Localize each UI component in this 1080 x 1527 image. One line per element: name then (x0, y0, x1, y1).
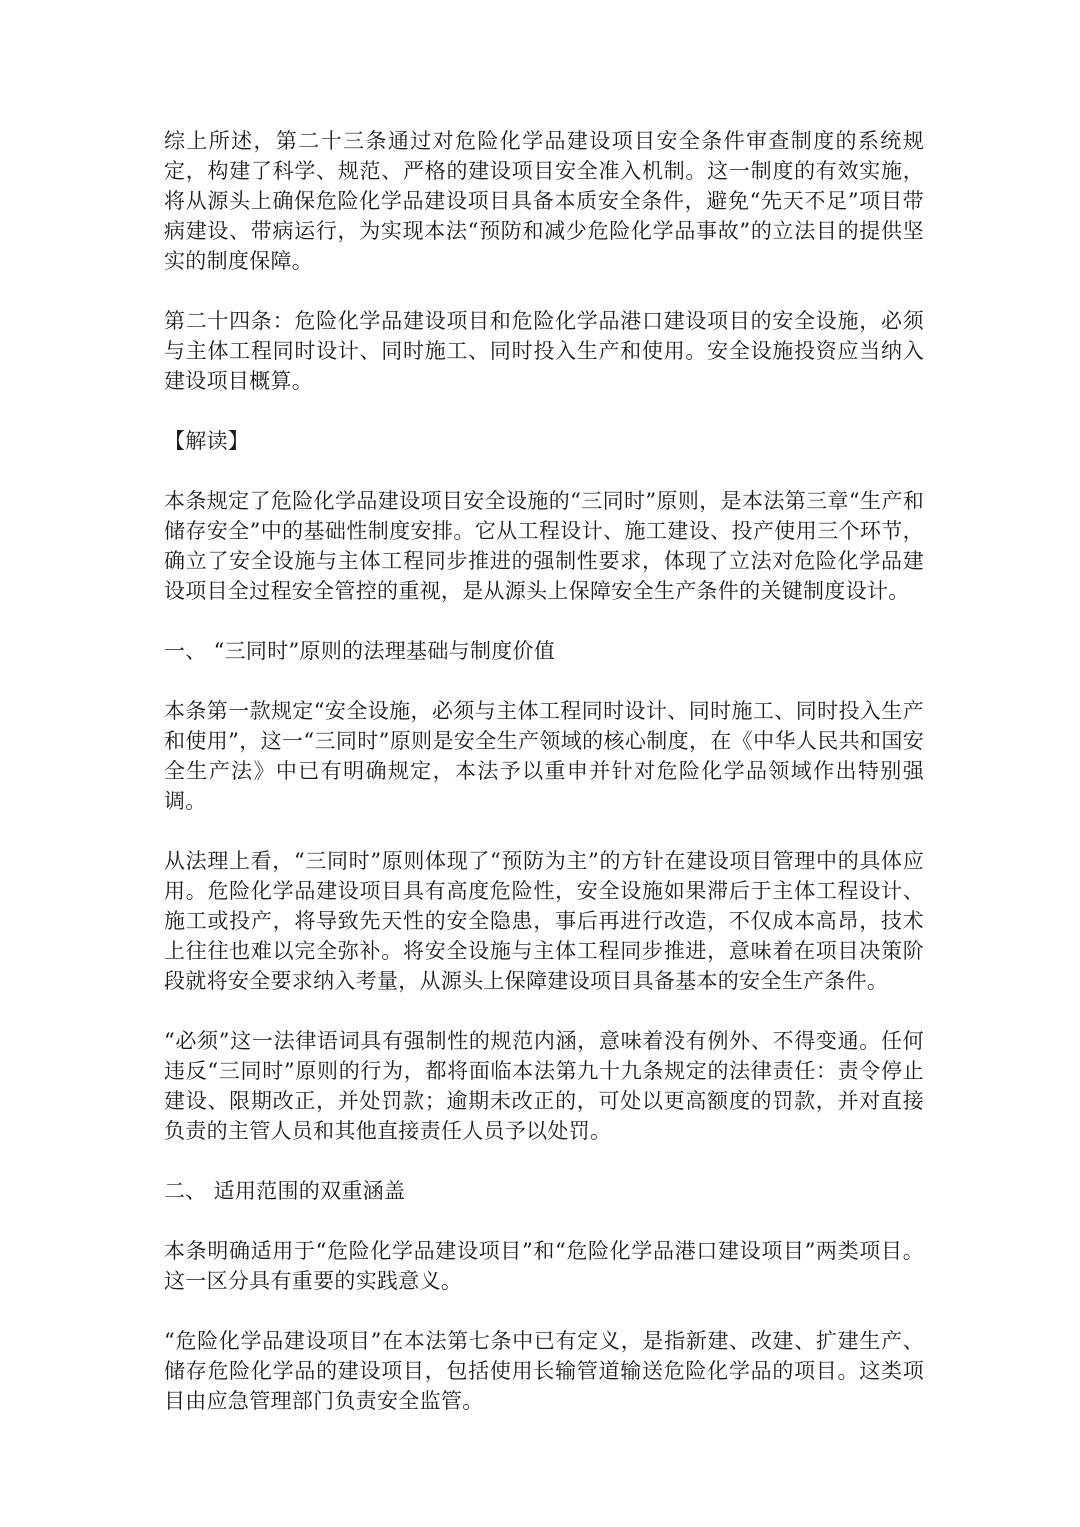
section-1-heading: 一、 “三同时”原则的法理基础与制度价值 (164, 639, 556, 663)
article-24-text: 第二十四条：危险化学品建设项目和危险化学品港口建设项目的安全设施，必须与主体工程同时设计、同时施工、同时投入生产和使用。安全设施投资应当纳入建设项目概算。 (164, 309, 924, 393)
summary-paragraph: 综上所述，第二十三条通过对危险化学品建设项目安全条件审查制度的系统规定，构建了科学、规范、严格的建设项目安全准入机制。这一制度的有效实施，将从源头上确保危险化学品建设项目具备本质安全条件，避免“先天不足”项目带病建设、带病运行，为实现本法“预防和减少危险化学品事故”的立法目的提供坚实的制度保障。 (164, 129, 924, 273)
section-1-paragraph-3: “必须”这一法律语词具有强制性的规范内涵，意味着没有例外、不得变通。任何违反“三同时”原则的行为，都将面临本法第九十九条规定的法律责任：责令停止建设、限期改正，并处罚款；逾期未改正的，可处以更高额度的罚款，并对直接负责的主管人员和其他直接责任人员予以处罚。 (164, 1029, 924, 1143)
section-2-paragraph-2: “危险化学品建设项目”在本法第七条中已有定义，是指新建、改建、扩建生产、储存危险化学品的建设项目，包括使用长输管道输送危险化学品的项目。这类项目由应急管理部门负责安全监管。 (164, 1329, 924, 1413)
document-body (164, 126, 924, 1416)
interpretation-heading: 【解读】 (164, 429, 250, 453)
section-1-paragraph-1: 本条第一款规定“安全设施，必须与主体工程同时设计、同时施工、同时投入生产和使用”，这一“三同时”原则是安全生产领域的核心制度，在《中华人民共和国安全生产法》中已有明确规定，本法予以重申并针对危险化学品领域作出特别强调。 (164, 699, 924, 813)
section-1-paragraph-2: 从法理上看，“三同时”原则体现了“预防为主”的方针在建设项目管理中的具体应用。危险化学品建设项目具有高度危险性，安全设施如果滞后于主体工程设计、施工或投产，将导致先天性的安全隐患，事后再进行改造，不仅成本高昂，技术上往往也难以完全弥补。将安全设施与主体工程同步推进，意味着在项目决策阶段就将安全要求纳入考量，从源头上保障建设项目具备基本的安全生产条件。 (164, 849, 924, 993)
interpretation-intro: 本条规定了危险化学品建设项目安全设施的“三同时”原则，是本法第三章“生产和储存安全”中的基础性制度安排。它从工程设计、施工建设、投产使用三个环节，确立了安全设施与主体工程同步推进的强制性要求，体现了立法对危险化学品建设项目全过程安全管控的重视，是从源头上保障安全生产条件的关键制度设计。 (164, 489, 924, 603)
section-2-heading: 二、 适用范围的双重涵盖 (164, 1179, 406, 1203)
section-2-paragraph-1: 本条明确适用于“危险化学品建设项目”和“危险化学品港口建设项目”两类项目。这一区分具有重要的实践意义。 (164, 1239, 924, 1293)
